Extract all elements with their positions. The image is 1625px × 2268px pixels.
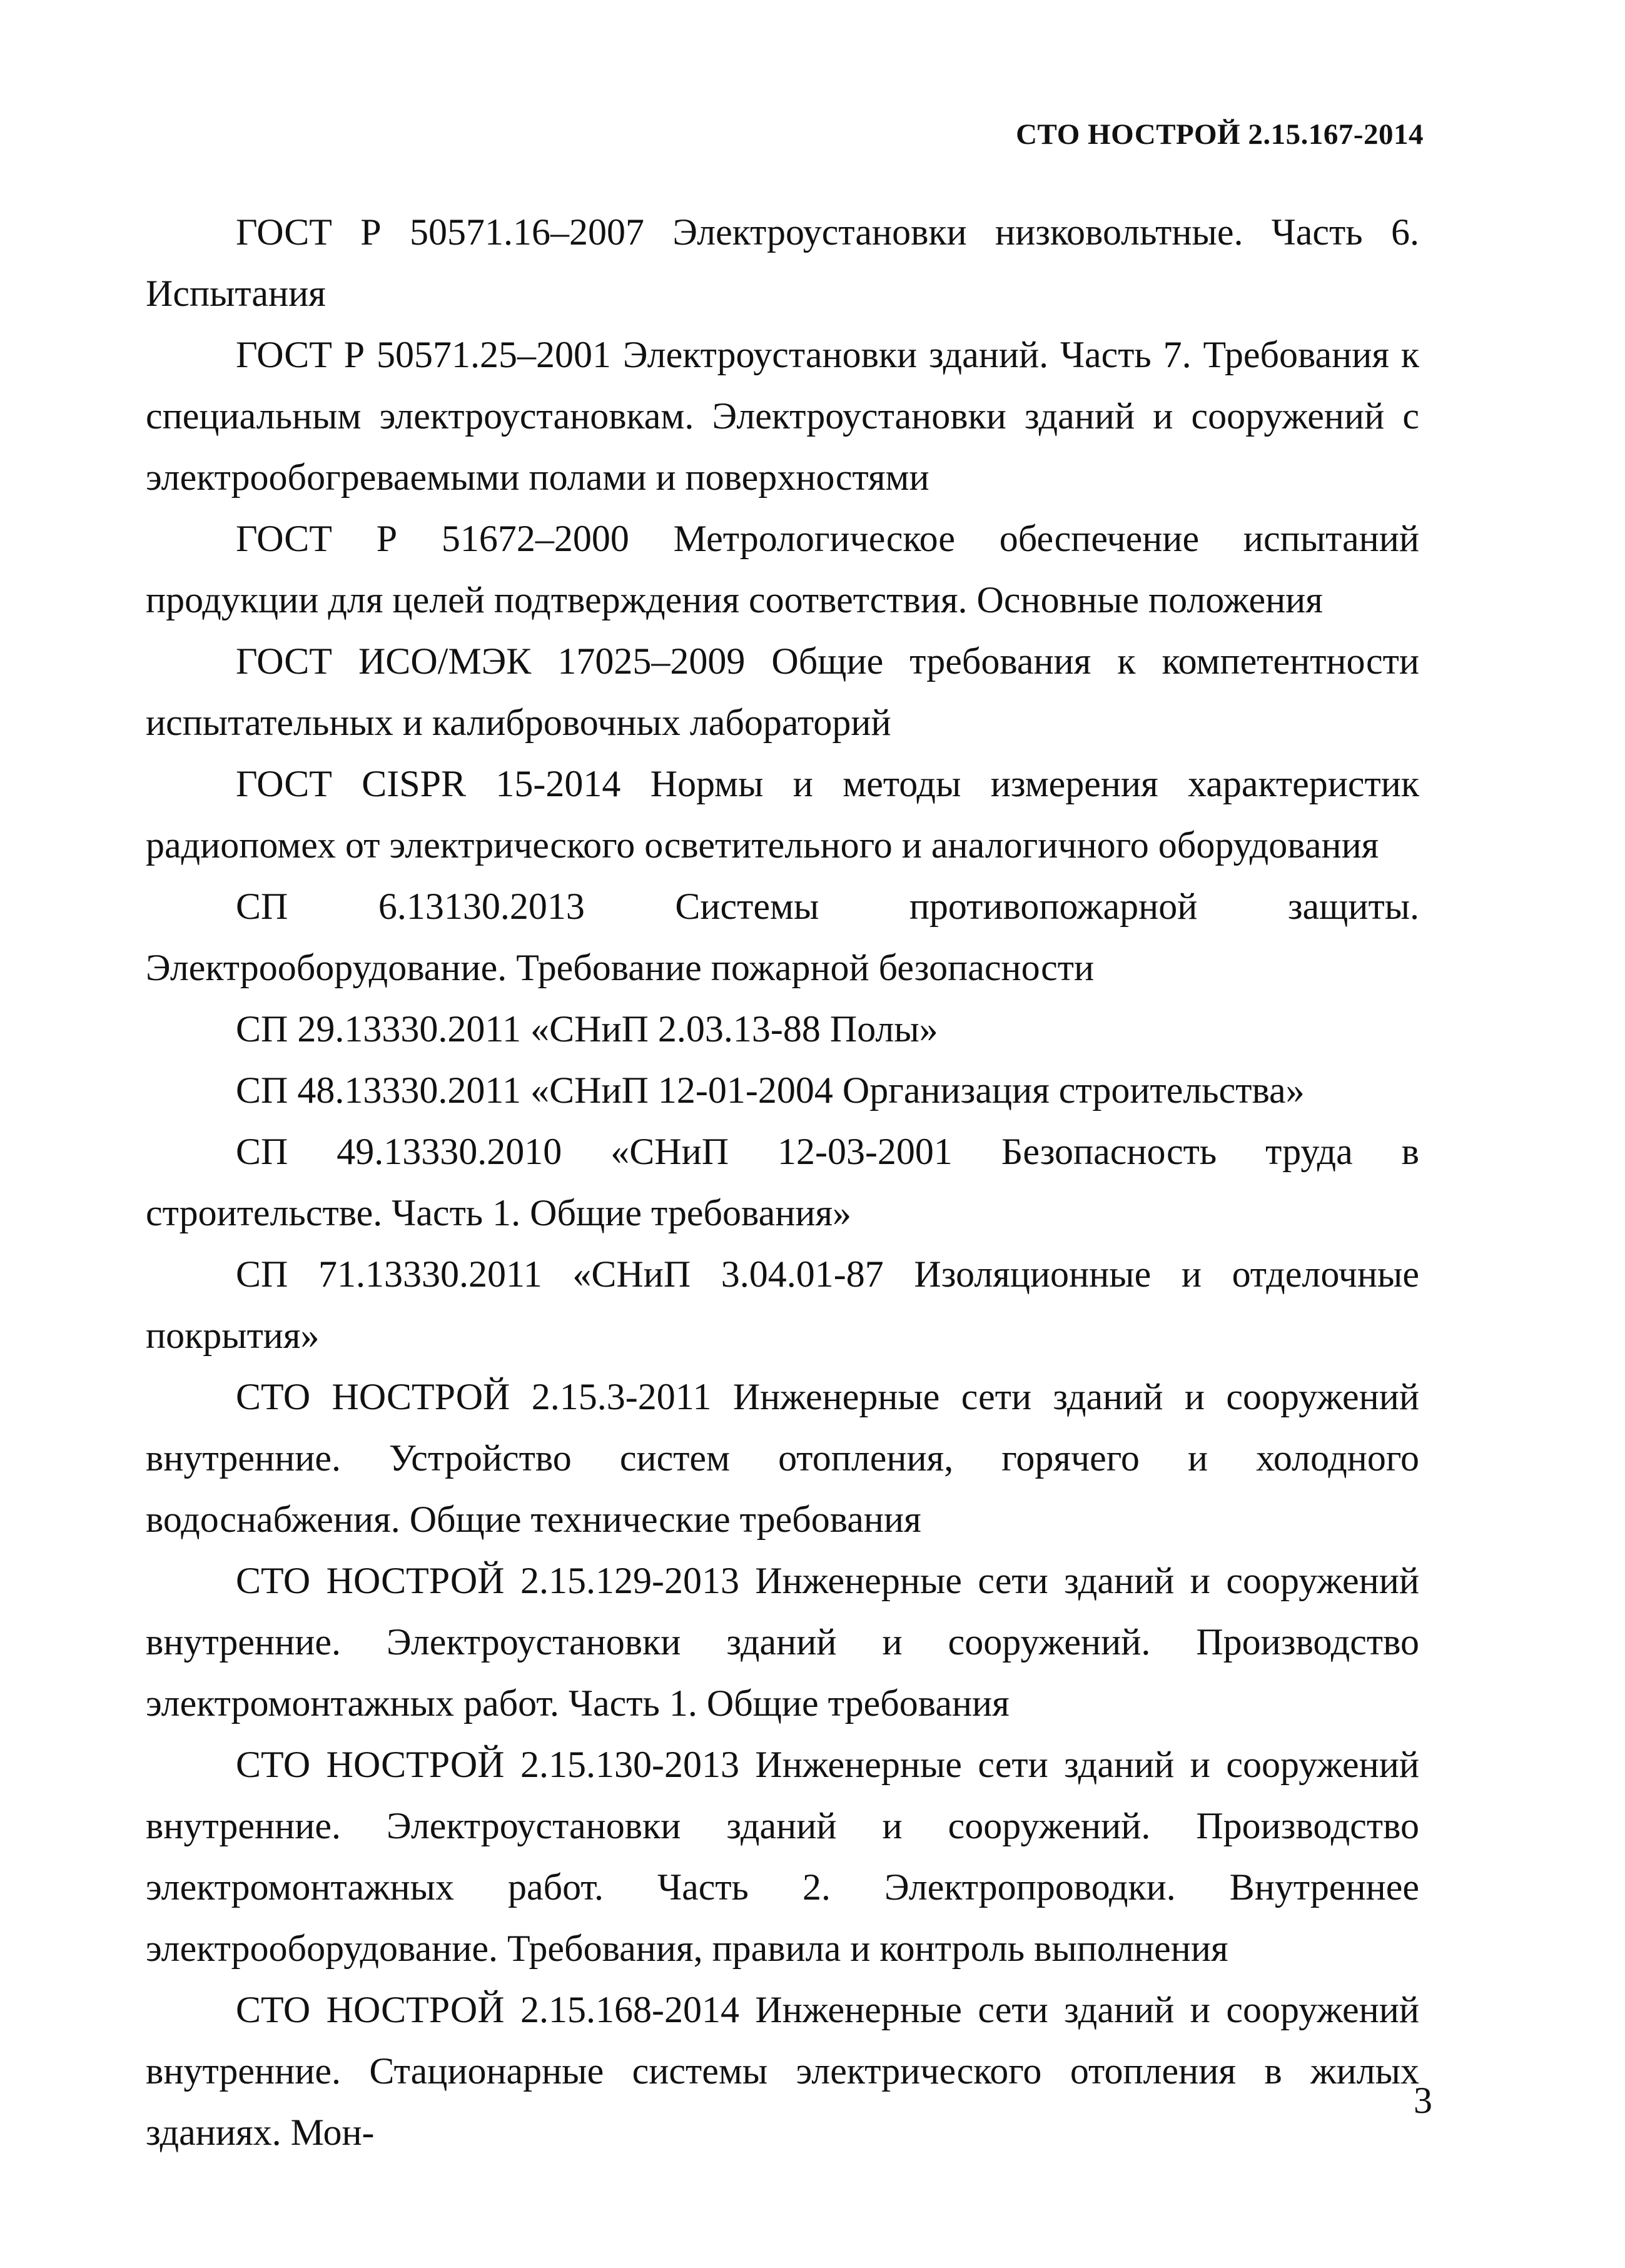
- reference-item: СП 71.13330.2011 «СНиП 3.04.01-87 Изоляционные и отделочные покрытия»: [146, 1253, 1419, 1356]
- reference-item: ГОСТ Р 50571.25–2001 Электроустановки зданий. Часть 7. Требования к специальным электроустановкам. Электроустановки зданий и сооружений с электрообогреваемыми полами и поверхностями: [146, 334, 1419, 498]
- reference-item: СТО НОСТРОЙ 2.15.130-2013 Инженерные сети зданий и сооружений внутренние. Электроустановки зданий и сооружений. Производство электромонтажных работ. Часть 2. Электропроводки. Внутреннее электрооборудование. Требования, правила и контроль выполнения: [146, 1744, 1419, 1969]
- reference-item: СТО НОСТРОЙ 2.15.129-2013 Инженерные сети зданий и сооружений внутренние. Электроустановки зданий и сооружений. Производство электромонтажных работ. Часть 1. Общие требования: [146, 1560, 1419, 1724]
- reference-item: СП 48.13330.2011 «СНиП 12-01-2004 Организация строительства»: [236, 1070, 1305, 1111]
- reference-item: ГОСТ Р 51672–2000 Метрологическое обеспечение испытаний продукции для целей подтверждения соответствия. Основные положения: [146, 518, 1419, 620]
- reference-item: ГОСТ Р 50571.16–2007 Электроустановки низковольтные. Часть 6. Испытания: [146, 211, 1419, 314]
- document-code-header: СТО НОСТРОЙ 2.15.167-2014: [1016, 118, 1424, 151]
- page-number: 3: [1414, 2080, 1432, 2121]
- reference-item: СТО НОСТРОЙ 2.15.168-2014 Инженерные сети зданий и сооружений внутренние. Стационарные системы электрического отопления в жилых зданиях. Мон-: [146, 1989, 1419, 2153]
- reference-item: СП 6.13130.2013 Системы противопожарной защиты. Электрооборудование. Требование пожарной безопасности: [146, 886, 1419, 988]
- reference-item: СП 49.13330.2010 «СНиП 12-03-2001 Безопасность труда в строительстве. Часть 1. Общие требования»: [146, 1131, 1419, 1233]
- reference-item: ГОСТ ИСО/МЭК 17025–2009 Общие требования к компетентности испытательных и калибровочных лабораторий: [146, 640, 1419, 743]
- reference-item: ГОСТ CISPR 15-2014 Нормы и методы измерения характеристик радиопомех от электрического осветительного и аналогичного оборудования: [146, 763, 1419, 866]
- reference-item: СТО НОСТРОЙ 2.15.3-2011 Инженерные сети зданий и сооружений внутренние. Устройство систем отопления, горячего и холодного водоснабжения. Общие технические требования: [146, 1376, 1419, 1540]
- reference-item: СП 29.13330.2011 «СНиП 2.03.13-88 Полы»: [236, 1008, 938, 1050]
- normative-references-list: [146, 201, 1419, 2163]
